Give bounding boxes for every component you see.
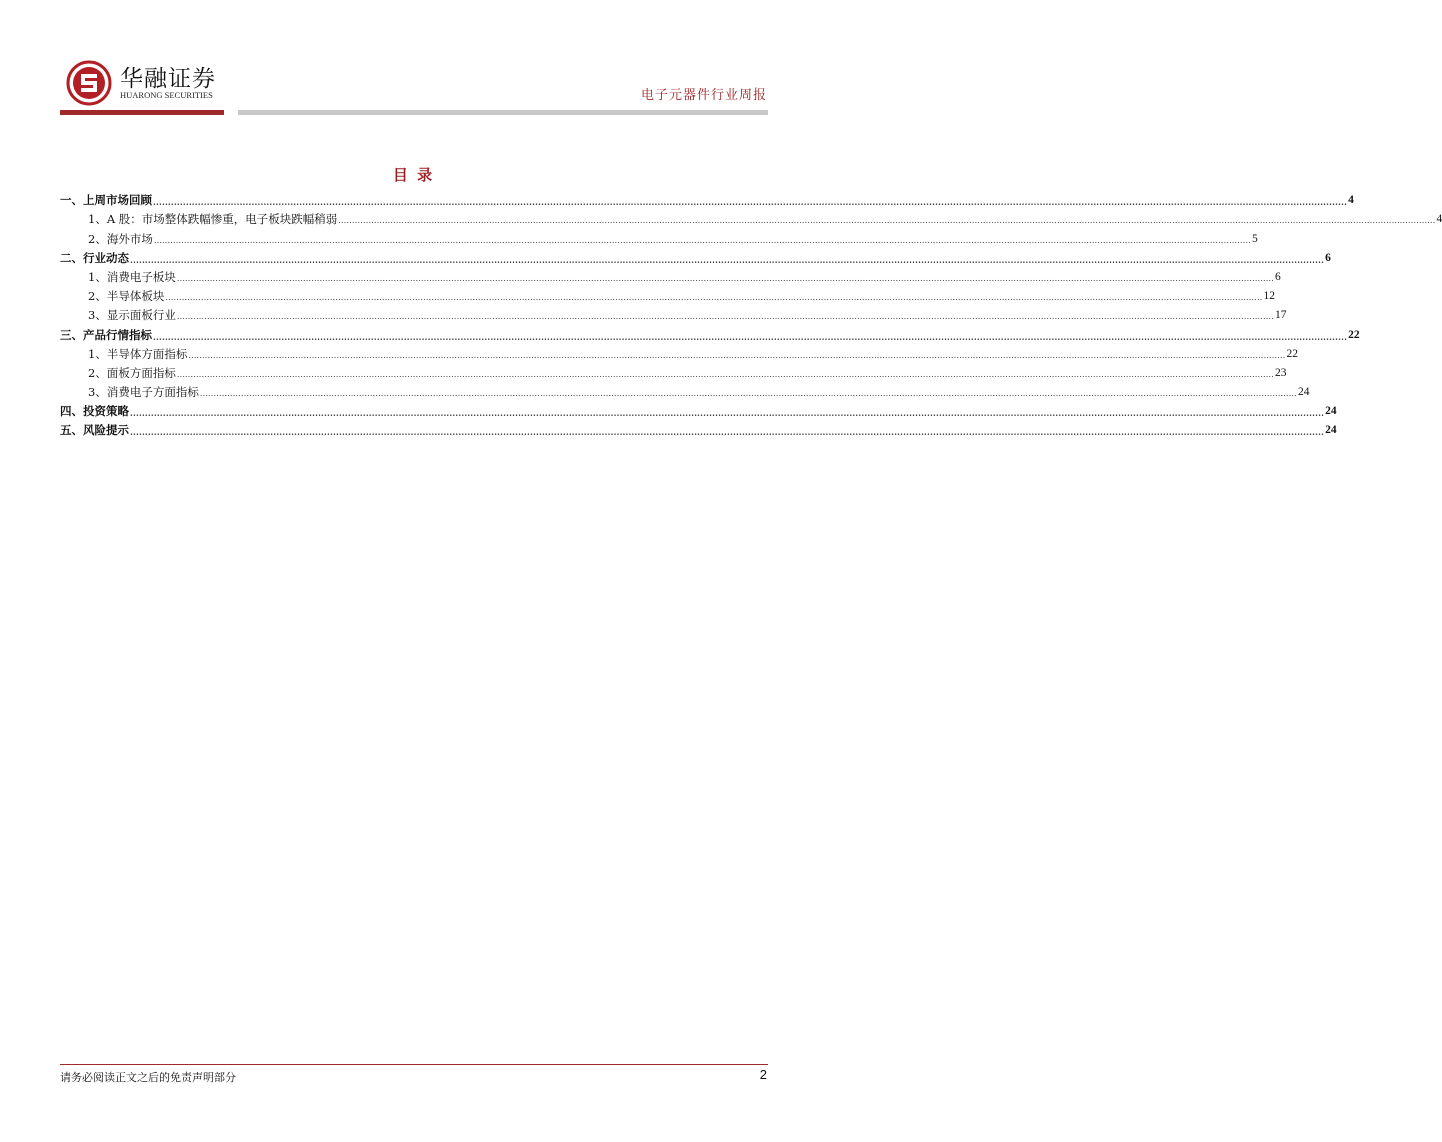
toc-entry[interactable] — [60, 380, 1310, 400]
toc-entry[interactable] — [60, 418, 1337, 438]
report-type: 电子元器件行业周报 — [640, 88, 767, 103]
toc-entry-text: 3、消费电子方面指标 — [88, 385, 199, 400]
toc-entry[interactable] — [60, 399, 1337, 419]
toc-leader-dots: ................................................................................................................................................................................................................................................................................................................................................................................................................ — [199, 389, 1298, 399]
toc-entry-page: 12 — [1263, 290, 1276, 303]
page-number: 2 — [759, 1067, 767, 1082]
toc-leader-dots: ................................................................................................................................................................................................................................................................................................................................................................................................................ — [188, 350, 1286, 360]
toc-entry-text: 3、显示面板行业 — [88, 308, 176, 323]
header-bar-accent — [60, 110, 224, 115]
toc-leader-dots: ................................................................................................................................................................................................................................................................................................................................................................................................................ — [153, 197, 1348, 208]
toc-entry[interactable] — [60, 303, 1287, 323]
toc-leader-dots: ................................................................................................................................................................................................................................................................................................................................................................................................................ — [153, 235, 1252, 245]
toc-entry-page: 6 — [1325, 251, 1331, 264]
footer-disclaimer: 请务必阅读正文之后的免责声明部分 — [60, 1071, 236, 1084]
toc-entry-page: 4 — [1348, 194, 1354, 207]
toc-entry-text: 1、消费电子板块 — [88, 269, 176, 284]
toc-entry-page: 22 — [1348, 328, 1360, 341]
toc-leader-dots: ................................................................................................................................................................................................................................................................................................................................................................................................................ — [130, 408, 1325, 419]
toc-entry-page: 5 — [1252, 232, 1258, 245]
toc-entry[interactable] — [60, 188, 1354, 208]
toc-entry[interactable] — [60, 322, 1360, 342]
toc-entry-text: 三、产品行情指标 — [60, 327, 152, 342]
table-of-contents — [60, 188, 1442, 438]
toc-entry-page: 24 — [1298, 386, 1310, 399]
toc-leader-dots: ................................................................................................................................................................................................................................................................................................................................................................................................................ — [130, 427, 1325, 438]
toc-entry-text: 2、面板方面指标 — [88, 365, 176, 380]
toc-entry[interactable] — [60, 284, 1276, 304]
toc-entry-page: 4 — [1436, 213, 1442, 226]
footer-divider — [60, 1064, 768, 1065]
toc-entry-page: 24 — [1325, 424, 1337, 437]
brand-name-en: HUARONG SECURITIES — [120, 90, 213, 100]
toc-entry-text: 五、风险提示 — [60, 423, 129, 438]
toc-entry-text: 二、行业动态 — [60, 250, 129, 265]
brand-name-cn: 华融证券 — [120, 66, 216, 92]
toc-entry[interactable] — [60, 226, 1258, 246]
toc-leader-dots: ................................................................................................................................................................................................................................................................................................................................................................................................................ — [176, 369, 1275, 379]
toc-entry-text: 2、半导体板块 — [88, 289, 165, 304]
toc-entry-text: 一、上周市场回顾 — [60, 193, 152, 208]
toc-leader-dots: ................................................................................................................................................................................................................................................................................................................................................................................................................ — [165, 293, 1263, 303]
toc-leader-dots: ................................................................................................................................................................................................................................................................................................................................................................................................................ — [153, 331, 1348, 342]
toc-entry-text: 1、A 股：市场整体跌幅惨重，电子板块跌幅稍弱 — [88, 212, 338, 227]
toc-entry[interactable] — [60, 265, 1281, 284]
header-bar-grey — [238, 110, 768, 115]
toc-entry-page: 17 — [1275, 309, 1287, 322]
toc-entry-page: 22 — [1286, 347, 1299, 360]
toc-entry[interactable] — [60, 246, 1331, 265]
toc-entry[interactable] — [60, 342, 1299, 361]
toc-leader-dots: ................................................................................................................................................................................................................................................................................................................................................................................................................ — [130, 254, 1325, 265]
toc-entry-text: 1、半导体方面指标 — [88, 346, 188, 361]
toc-entry-text: 四、投资策略 — [60, 404, 129, 419]
toc-leader-dots: ................................................................................................................................................................................................................................................................................................................................................................................................................ — [338, 216, 1436, 226]
toc-entry-page: 24 — [1325, 405, 1337, 418]
toc-entry[interactable] — [60, 361, 1287, 380]
toc-entry[interactable] — [60, 207, 1442, 227]
toc-title: 目 录 — [392, 166, 435, 184]
toc-leader-dots: ................................................................................................................................................................................................................................................................................................................................................................................................................ — [176, 312, 1275, 322]
toc-entry-page: 6 — [1275, 270, 1281, 283]
toc-entry-text: 2、海外市场 — [88, 231, 153, 246]
huarong-logo-icon — [66, 60, 112, 106]
toc-entry-page: 23 — [1275, 366, 1287, 379]
toc-leader-dots: ................................................................................................................................................................................................................................................................................................................................................................................................................ — [176, 273, 1275, 283]
